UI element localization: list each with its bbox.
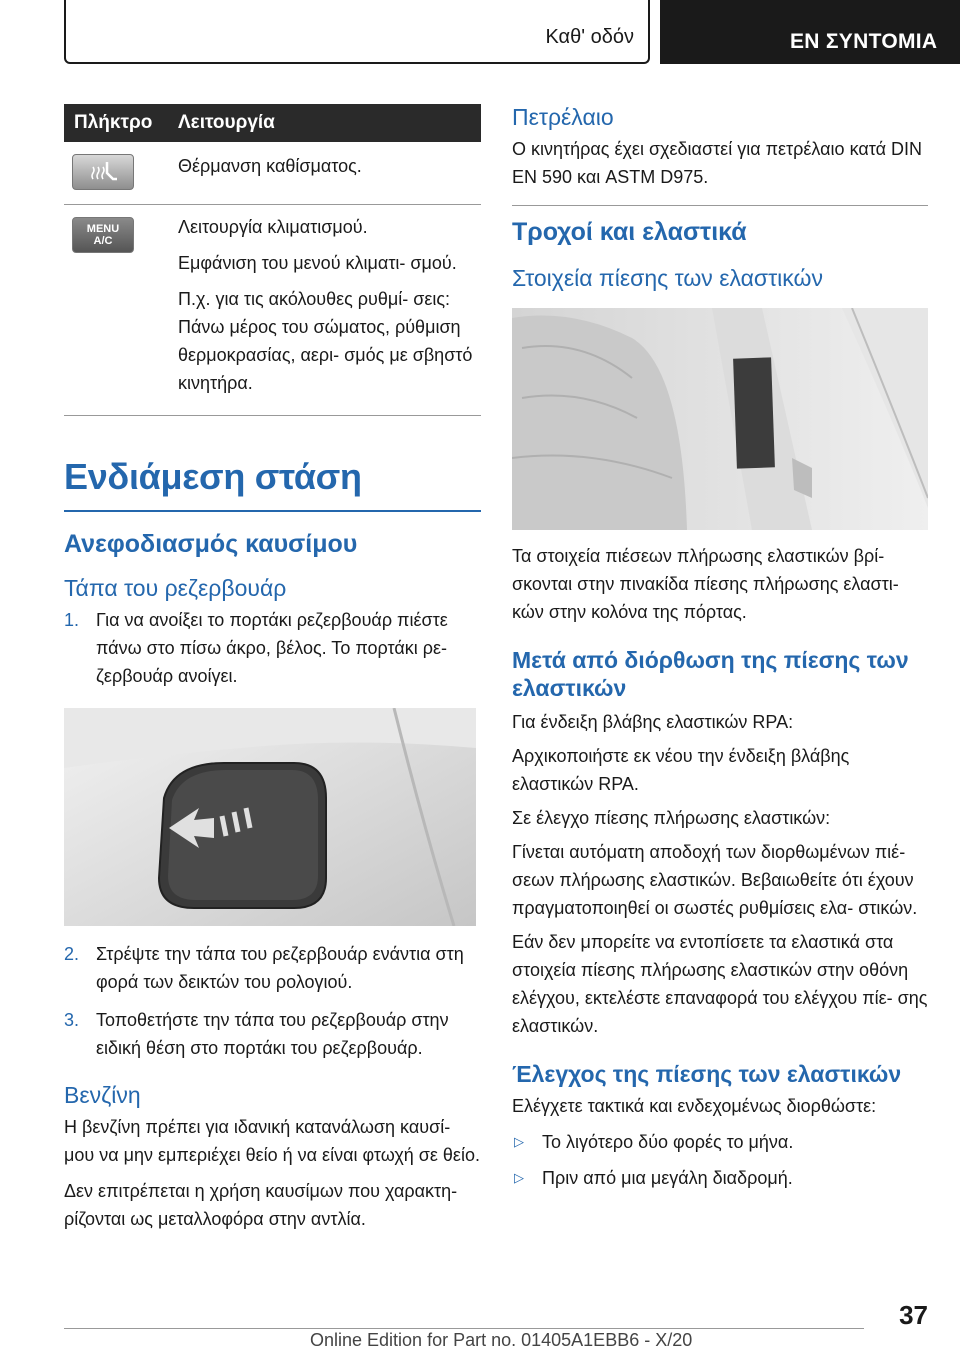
list-item: ▷ Πριν από μια μεγάλη διαδρομή. <box>512 1164 928 1192</box>
function-text: Θέρμανση καθίσματος. <box>178 156 362 176</box>
diesel-text: Ο κινητήρας έχει σχεδιαστεί για πετρέλαιο κατά DIN EN 590 και ASTM D975. <box>512 139 923 187</box>
pressure-title: Στοιχεία πίεσης των ελαστικών <box>512 265 823 291</box>
header-section-frame <box>64 0 650 64</box>
petrol-title: Βενζίνη <box>64 1081 141 1108</box>
after-text: Αρχικοποιήστε εκ νέου την ένδειξη βλάβης ελαστικών RPA. <box>512 746 850 794</box>
footer-text: Online Edition for Part no. 01405A1EBB6 - X/20 <box>310 1330 693 1350</box>
list-item: ▷ Το λιγότερο δύο φορές το μήνα. <box>512 1128 928 1156</box>
table-row <box>64 204 481 415</box>
steps-list <box>64 606 481 690</box>
function-text: Π.χ. για τις ακόλουθες ρυθμί‐ σεις: Πάνω μέρος του σώματος, ρύθμιση θερμοκρασίας, αερι‐ σμός με σβηστό κινητήρα. <box>178 288 473 393</box>
function-text: Εμφάνιση του μενού κλιματι‐ σμού. <box>178 252 457 273</box>
menu-ac-button-icon: MENU A/C <box>72 217 134 253</box>
footer-divider <box>64 1328 864 1329</box>
check-bullets <box>512 1128 928 1192</box>
door-pillar-image <box>512 308 928 530</box>
table-header-key: Πλήκτρο <box>64 104 178 142</box>
fuel-cap-title: Τάπα του ρεζερβουάρ <box>64 574 287 601</box>
check-text: Ελέγχετε τακτικά και ενδεχομένως διορθώστε: <box>512 1096 877 1116</box>
triangle-bullet-icon: ▷ <box>514 1170 524 1185</box>
page-number: 37 <box>899 1300 928 1330</box>
check-title: Έλεγχος της πίεσης των ελαστικών <box>512 1061 902 1087</box>
table-header-function: Λειτουργία <box>178 104 481 142</box>
after-correction-title: Μετά από διόρθωση της πίεσης των ελαστικών <box>512 647 909 701</box>
pressure-text: Τα στοιχεία πιέσεων πλήρωσης ελαστικών βρί‐ σκονται στην πινακίδα πίεσης πλήρωσης ελαστι‐ κών στην κολόνα της πόρτας. <box>512 546 899 622</box>
right-column <box>512 104 928 1200</box>
function-text: Λειτουργία κλιματισμού. <box>178 216 368 237</box>
after-text: Σε έλεγχο πίεσης πλήρωσης ελαστικών: <box>512 808 831 828</box>
fuel-flap-image <box>64 708 476 926</box>
list-item: 3. Τοποθετήστε την τάπα του ρεζερβουάρ στην ειδική θέση στο πορτάκι του ρεζερβουάρ. <box>64 1009 449 1058</box>
after-text: Γίνεται αυτόματη αποδοχή των διορθωμένων πιέ‐ σεων πλήρωσης ελαστικών. Βεβαιωθείτε ότι έχουν πραγματοποιηθεί οι σωστές ρυθμίσεις ελα‐ στικών. <box>512 842 918 918</box>
after-text: Για ένδειξη βλάβης ελαστικών RPA: <box>512 712 794 732</box>
after-text: Εάν δεν μπορείτε να εντοπίσετε τα ελαστικά στα στοιχεία πίεσης πλήρωσης ελαστικών στην οθόνη ελέγχου, εκτελέστε επαναφορά του ελέγχου πίε‐ σης ελαστικών. <box>512 932 928 1036</box>
steps-list-cont <box>64 940 481 1062</box>
petrol-text: Δεν επιτρέπεται η χρήση καυσίμων που χαρακτη‐ ρίζονται ως μεταλλοφόρα στην αντλία. <box>64 1180 458 1229</box>
list-item: 1. Για να ανοίξει το πορτάκι ρεζερβουάρ πιέστε πάνω στο πίσω άκρο, βέλος. Το πορτάκι ρε‐ ζερβουάρ ανοίγει. <box>64 609 448 686</box>
seat-heating-icon <box>72 154 134 190</box>
controls-table <box>64 104 481 416</box>
subsection-title: Ανεφοδιασμός καυσίμου <box>64 529 358 558</box>
divider <box>512 205 928 206</box>
section-title: Ενδιάμεση στάση <box>64 456 481 512</box>
petrol-text: Η βενζίνη πρέπει για ιδανική κατανάλωση καυσί‐ μου να μην εμπεριέχει θείο ή να είναι φτωχή σε θείο. <box>64 1116 480 1165</box>
list-item: 2. Στρέψτε την τάπα του ρεζερβουάρ ενάντια στη φορά των δεικτών του ρολογιού. <box>64 943 464 992</box>
wheels-title: Τροχοί και ελαστικά <box>512 218 747 246</box>
diesel-title: Πετρέλαιο <box>512 104 614 130</box>
table-row <box>64 142 481 204</box>
left-column <box>64 104 481 1233</box>
header-active-tab[interactable]: ΕΝ ΣΥΝΤΟΜΙΑ <box>660 0 960 64</box>
triangle-bullet-icon: ▷ <box>514 1134 524 1149</box>
header-section-tab[interactable]: Καθ' οδόν <box>545 26 634 48</box>
